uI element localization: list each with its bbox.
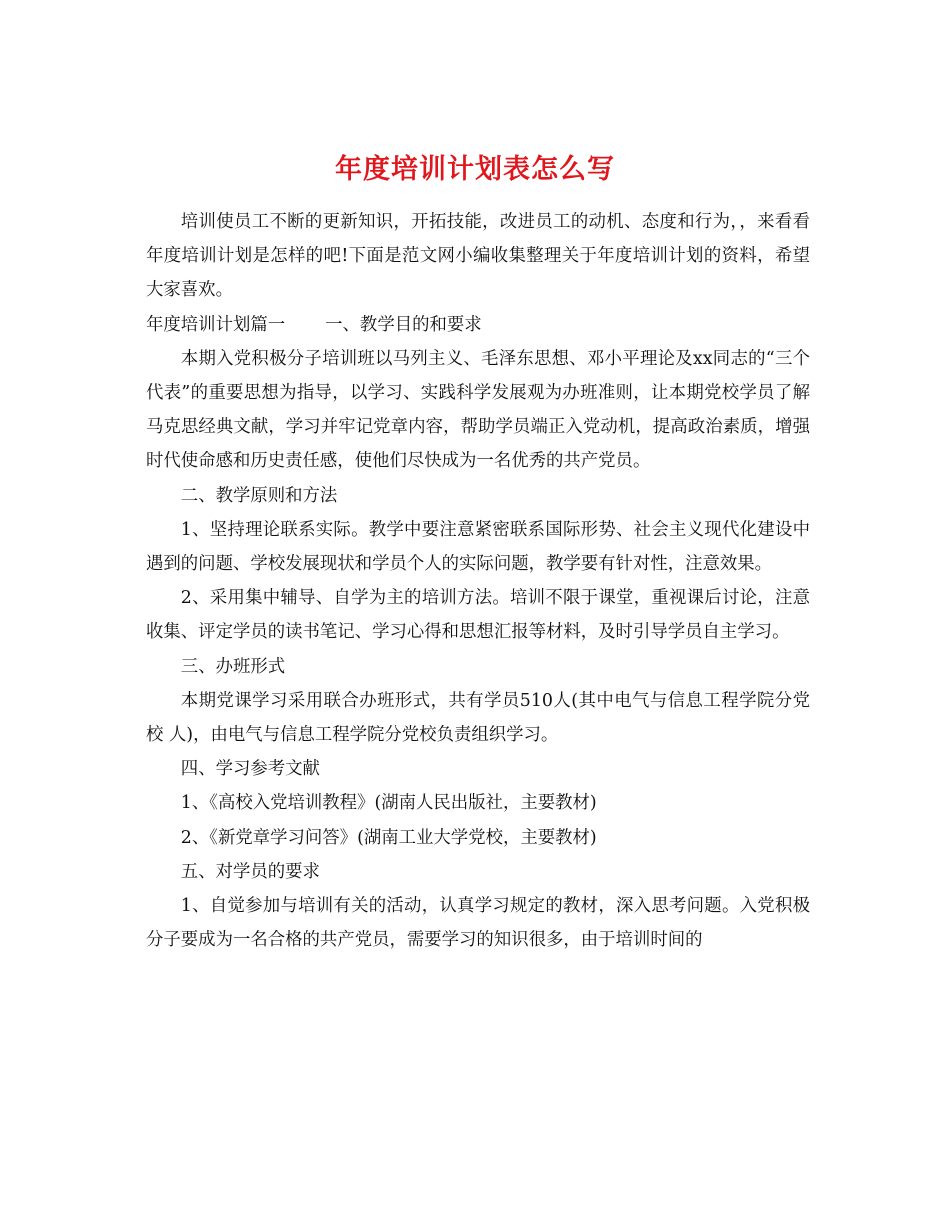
paragraph-class-format: 本期党课学习采用联合办班形式，共有学员510人(其中电气与信息工程学院分党校 人)，由电气与信息工程学院分党校负责组织学习。 xyxy=(146,690,810,746)
section-heading: 一、教学目的和要求 xyxy=(325,314,482,335)
heading-references: 四、学习参考文献 xyxy=(180,759,320,780)
paragraph-principle-1: 1、坚持理论联系实际。教学中要注意紧密联系国际形势、社会主义现代化建设中遇到的问题、学校发展现状和学员个人的实际问题，教学要有针对性，注意效果。 xyxy=(146,519,810,575)
heading-teaching-principles: 二、教学原则和方法 xyxy=(180,485,338,506)
reference-1: 1、《高校入党培训教程》(湖南人民出版社，主要教材) xyxy=(180,793,597,814)
paragraph-requirement-1: 1、自觉参加与培训有关的活动，认真学习规定的教材，深入思考问题。入党积极分子要成为一名合格的共产党员，需要学习的知识很多，由于培训时间的 xyxy=(146,896,810,951)
heading-requirements: 五、对学员的要求 xyxy=(180,861,320,882)
section-label: 年度培训计划篇一 xyxy=(146,314,286,335)
paragraph-principle-2: 2、采用集中辅导、自学为主的培训方法。培训不限于课堂，重视课后讨论，注意收集、评定学员的读书笔记、学习心得和思想汇报等材料，及时引导学员自主学习。 xyxy=(146,588,810,643)
heading-class-format: 三、办班形式 xyxy=(180,656,286,677)
section-line xyxy=(146,308,810,342)
intro-paragraph: 培训使员工不断的更新知识，开拓技能，改进员工的动机、态度和行为，，来看看年度培训计划是怎样的吧!下面是范文网小编收集整理关于年度培训计划的资料，希望大家喜欢。 xyxy=(146,212,810,301)
paragraph-1: 本期入党积极分子培训班以马列主义、毛泽东思想、邓小平理论及xx同志的“三个代表”的重要思想为指导，以学习、实践科学发展观为办班准则，让本期党校学员了解马克思经典文献，学习并牢记党章内容，帮助学员端正入党动机，提高政治素质，增强时代使命感和历史责任感，使他们尽快成为一名优秀的共产党员。 xyxy=(146,348,810,472)
document-title: 年度培训计划表怎么写 xyxy=(335,154,615,186)
document-body xyxy=(146,205,810,957)
reference-2: 2、《新党章学习问答》(湖南工业大学党校，主要教材) xyxy=(180,827,597,848)
